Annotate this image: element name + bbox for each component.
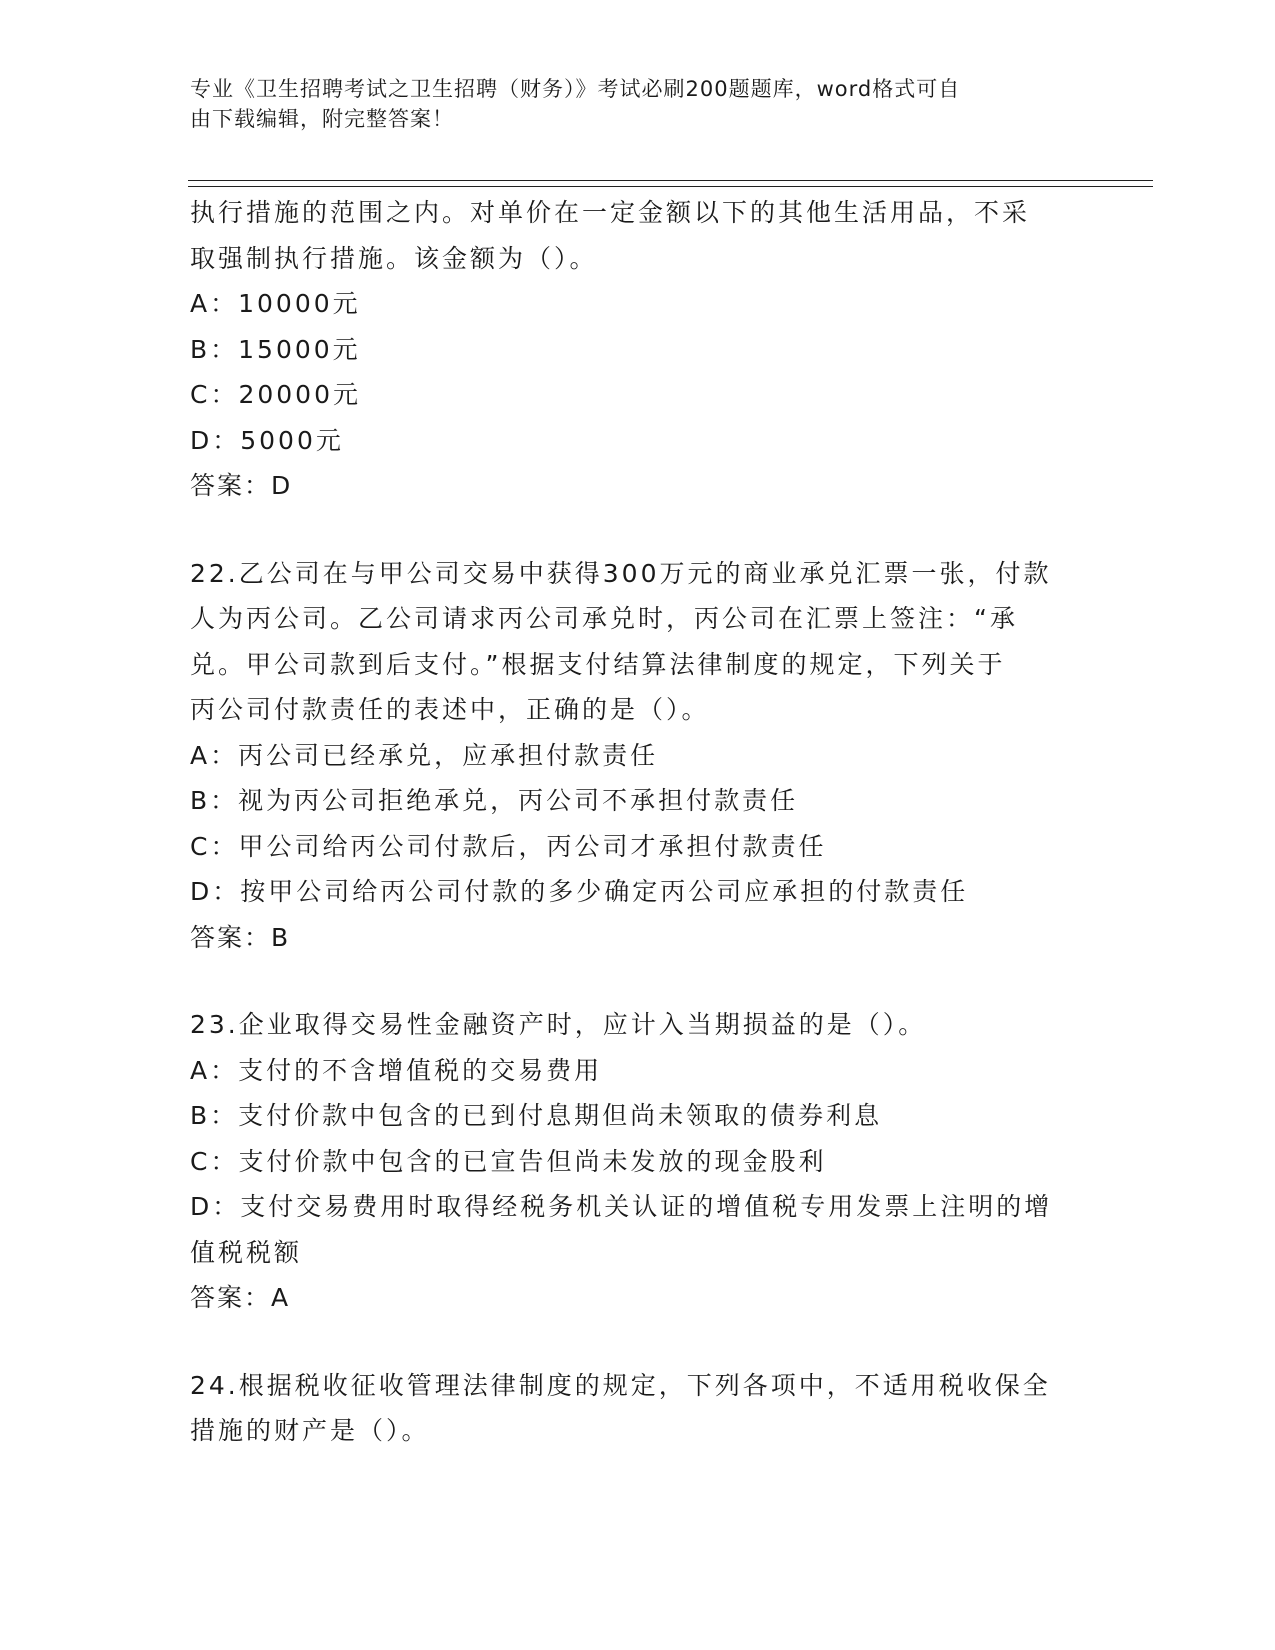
question-22 bbox=[190, 551, 1080, 961]
question-list bbox=[190, 190, 1080, 1454]
spacer bbox=[190, 1321, 1080, 1363]
option-b: B：15000元 bbox=[190, 334, 361, 364]
question-stem: 24.根据税收征收管理法律制度的规定，下列各项中，不适用税收保全 bbox=[190, 1370, 1051, 1400]
question-21 bbox=[190, 190, 1080, 509]
document-header bbox=[190, 74, 1070, 134]
option-a: A：丙公司已经承兑，应承担付款责任 bbox=[190, 740, 659, 770]
question-stem: 23.企业取得交易性金融资产时，应计入当期损益的是（）。 bbox=[190, 1010, 927, 1039]
question-stem: 取强制执行措施。该金额为（）。 bbox=[190, 243, 598, 273]
option-b: B：支付价款中包含的已到付息期但尚未领取的债券利息 bbox=[190, 1101, 883, 1130]
option-d: D：支付交易费用时取得经税务机关认证的增值税专用发票上注明的增 bbox=[190, 1192, 1053, 1221]
header-divider bbox=[188, 180, 1153, 187]
question-stem: 兑。甲公司款到后支付。”根据支付结算法律制度的规定，下列关于 bbox=[190, 649, 1006, 679]
answer: 答案：D bbox=[190, 471, 293, 500]
spacer bbox=[190, 509, 1080, 551]
question-stem: 丙公司付款责任的表述中，正确的是（）。 bbox=[190, 695, 710, 724]
option-d: D：5000元 bbox=[190, 425, 344, 455]
question-stem: 执行措施的范围之内。对单价在一定金额以下的其他生活用品，不采 bbox=[190, 198, 1031, 227]
option-a: A：支付的不含增值税的交易费用 bbox=[190, 1055, 603, 1085]
answer: 答案：B bbox=[190, 922, 291, 952]
question-stem: 22.乙公司在与甲公司交易中获得300万元的商业承兑汇票一张，付款 bbox=[190, 558, 1052, 588]
question-stem: 人为丙公司。乙公司请求丙公司承兑时，丙公司在汇票上签注：“承 bbox=[190, 604, 1018, 633]
option-b: B：视为丙公司拒绝承兑，丙公司不承担付款责任 bbox=[190, 786, 799, 815]
question-stem: 措施的财产是（）。 bbox=[190, 1416, 430, 1445]
option-a: A：10000元 bbox=[190, 289, 361, 318]
answer: 答案：A bbox=[190, 1283, 291, 1312]
option-c: C：20000元 bbox=[190, 380, 361, 409]
option-c: C：支付价款中包含的已宣告但尚未发放的现金股利 bbox=[190, 1146, 827, 1176]
option-c: C：甲公司给丙公司付款后，丙公司才承担付款责任 bbox=[190, 831, 827, 861]
header-line-2: 由下载编辑，附完整答案！ bbox=[190, 107, 454, 131]
question-24 bbox=[190, 1363, 1080, 1454]
option-d: D：按甲公司给丙公司付款的多少确定丙公司应承担的付款责任 bbox=[190, 877, 969, 906]
spacer bbox=[190, 960, 1080, 1002]
header-line-1: 专业《卫生招聘考试之卫生招聘（财务）》考试必刷200题题库，word格式可自 bbox=[190, 77, 961, 101]
question-23 bbox=[190, 1002, 1080, 1321]
option-d-continued: 值税税额 bbox=[190, 1237, 303, 1267]
